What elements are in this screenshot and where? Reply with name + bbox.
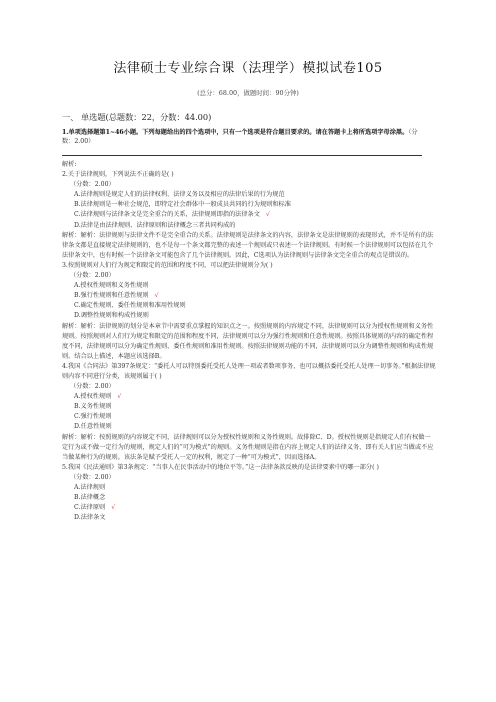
- option-text: A.授权性规则和义务性规则: [74, 282, 149, 290]
- option-text: C.确定性规则、委任性规则和准用性规则: [74, 302, 186, 310]
- instruction-text: [62, 128, 424, 146]
- answer-option: [62, 493, 436, 503]
- question-score: （分数：2.00）: [70, 473, 115, 481]
- option-text: D.任意性规则: [74, 423, 112, 431]
- correct-check-icon: √: [111, 504, 116, 512]
- answer-option: [62, 513, 436, 523]
- answer-option: [62, 311, 436, 321]
- analysis-text: 解析：解析：按照规则的内容规定不同，法律规则可以分为授权性规则和义务性规则。故排除C、D。授权性规则是指规定人们有权做一定行为或不做一定行为的规则，规定人们的“可为模式”的规则。义务性规则是指在内容上规定人们的法律义务，即有关人们应当做或不应当做某种行为的规则。该法条是赋予受托人一定的权利，规定了一种“可为模式”，因而选择A。: [62, 433, 434, 461]
- answer-option: [62, 221, 436, 231]
- option-text: D.法律条文: [74, 514, 106, 522]
- analysis-text: 解析：解析：法律规则的划分是本章节中需要重点掌握的知识点之一。按照规则的内容规定不同，法律规则可以分为授权性规则和义务性规则。按照规则对人们行为规定和限定的范围和程度不同，法律规则可以分为强行性规则和任意性规则。按照具体规则的内容的确定性程度不同，法律规则可以分为确定性规则、委任性规则和准用性规则。按照法律规则功能的不同，法律规则可以分为调整性规则和构成性规则。结合以上描述，本题应该选择B。: [62, 322, 434, 360]
- answer-option: [62, 422, 436, 432]
- question-stem: 2.关于法律规则，下列说法不正确的是( ): [62, 171, 174, 179]
- analysis-text: 解析：解析：法律规则与法律文件不是完全重合的关系。法律规则是法律条文的内容，法律条文是法律规则的表现形式，并不是所有的法律条文都是直接规定法律规则的，也不是每一个条文都完整的表述一个规则或只表述一个法律规则。有时候一个法律规则可以包括在几个法律条文中，也有时候一个法律条文可能包含了几个法律规则。因此，C选项认为法律规则与法律条文完全重合的观点是错误的。: [62, 231, 434, 259]
- answer-option: [62, 402, 436, 412]
- option-text: A.授权性规则: [74, 393, 112, 401]
- divider: [62, 155, 422, 156]
- exam-meta: (总分：68.00，做题时间：90分钟): [197, 89, 299, 97]
- option-text: C.强行性规则: [74, 413, 112, 421]
- instruction-score: （分数：2.00）: [62, 129, 418, 145]
- option-text: D.调整性规则和构成性规则: [74, 312, 149, 320]
- question-stem: 5.我国《民法通则》第3条规定：“当事人在民事活动中的地位平等。”这一法律条款反映的是法律要素中的哪一部分( ): [62, 463, 379, 471]
- question-stem: 4.我国《合同法》第397条规定：“委托人可以特别委托受托人处理一项或者数项事务，也可以概括委托受托人处理一切事务。”根据法律规则内容不同进行分类，该规则属于( ): [62, 362, 436, 380]
- correct-check-icon: √: [154, 292, 159, 300]
- question-score: （分数：2.00）: [70, 272, 115, 280]
- answer-option: [62, 190, 436, 200]
- answer-option: [62, 392, 436, 402]
- option-text: B.强行性规则和任意性规则: [74, 292, 149, 300]
- correct-check-icon: √: [117, 393, 122, 401]
- option-text: C.法律原则: [74, 504, 106, 512]
- option-text: D.法律是由法律规则、法律原则和法律概念三者共同构成的: [74, 221, 236, 229]
- correct-check-icon: √: [265, 211, 270, 219]
- answer-option: [62, 210, 436, 220]
- section-heading: 一、 单选题(总题数：22，分数：44.00): [62, 112, 212, 122]
- answer-option: [62, 412, 436, 422]
- analysis-label: 解析:: [62, 161, 77, 168]
- option-text: C.法律规则与法律条文是完全重合的关系，法律规则即指的法律条文: [74, 211, 260, 219]
- answer-option: [62, 291, 436, 301]
- answer-option: [62, 483, 436, 493]
- answer-option: [62, 281, 436, 291]
- option-text: B.法律概念: [74, 494, 106, 502]
- question-score: （分数：2.00）: [70, 181, 115, 189]
- option-text: A.法律规则: [74, 484, 106, 491]
- answer-option: [62, 503, 436, 513]
- instruction-body: 1.单项选择题第1~46小题。下列每题给出的四个选项中，只有一个选项是符合题目要求的。请在答题卡上将所选项字母涂黑。: [62, 129, 409, 136]
- question-stem: 3.按照规则对人们行为规定和限定的范围和程度不同，可以把法律规则分为( ): [62, 261, 273, 269]
- page-title: 法律硕士专业综合课（法理学）模拟试卷105: [113, 61, 383, 76]
- option-text: B.义务性规则: [74, 403, 112, 411]
- answer-option: [62, 301, 436, 311]
- option-text: A.法律规则是规定人们的法律权利、法律义务以及相应的法律后果的行为规范: [74, 191, 285, 199]
- question-score: （分数：2.00）: [70, 383, 115, 391]
- option-text: B.法律规则是一种社会规范，即特定社会群体中一般成员共同的行为规则和标准: [74, 201, 291, 209]
- question-list: [62, 160, 436, 523]
- answer-option: [62, 200, 436, 210]
